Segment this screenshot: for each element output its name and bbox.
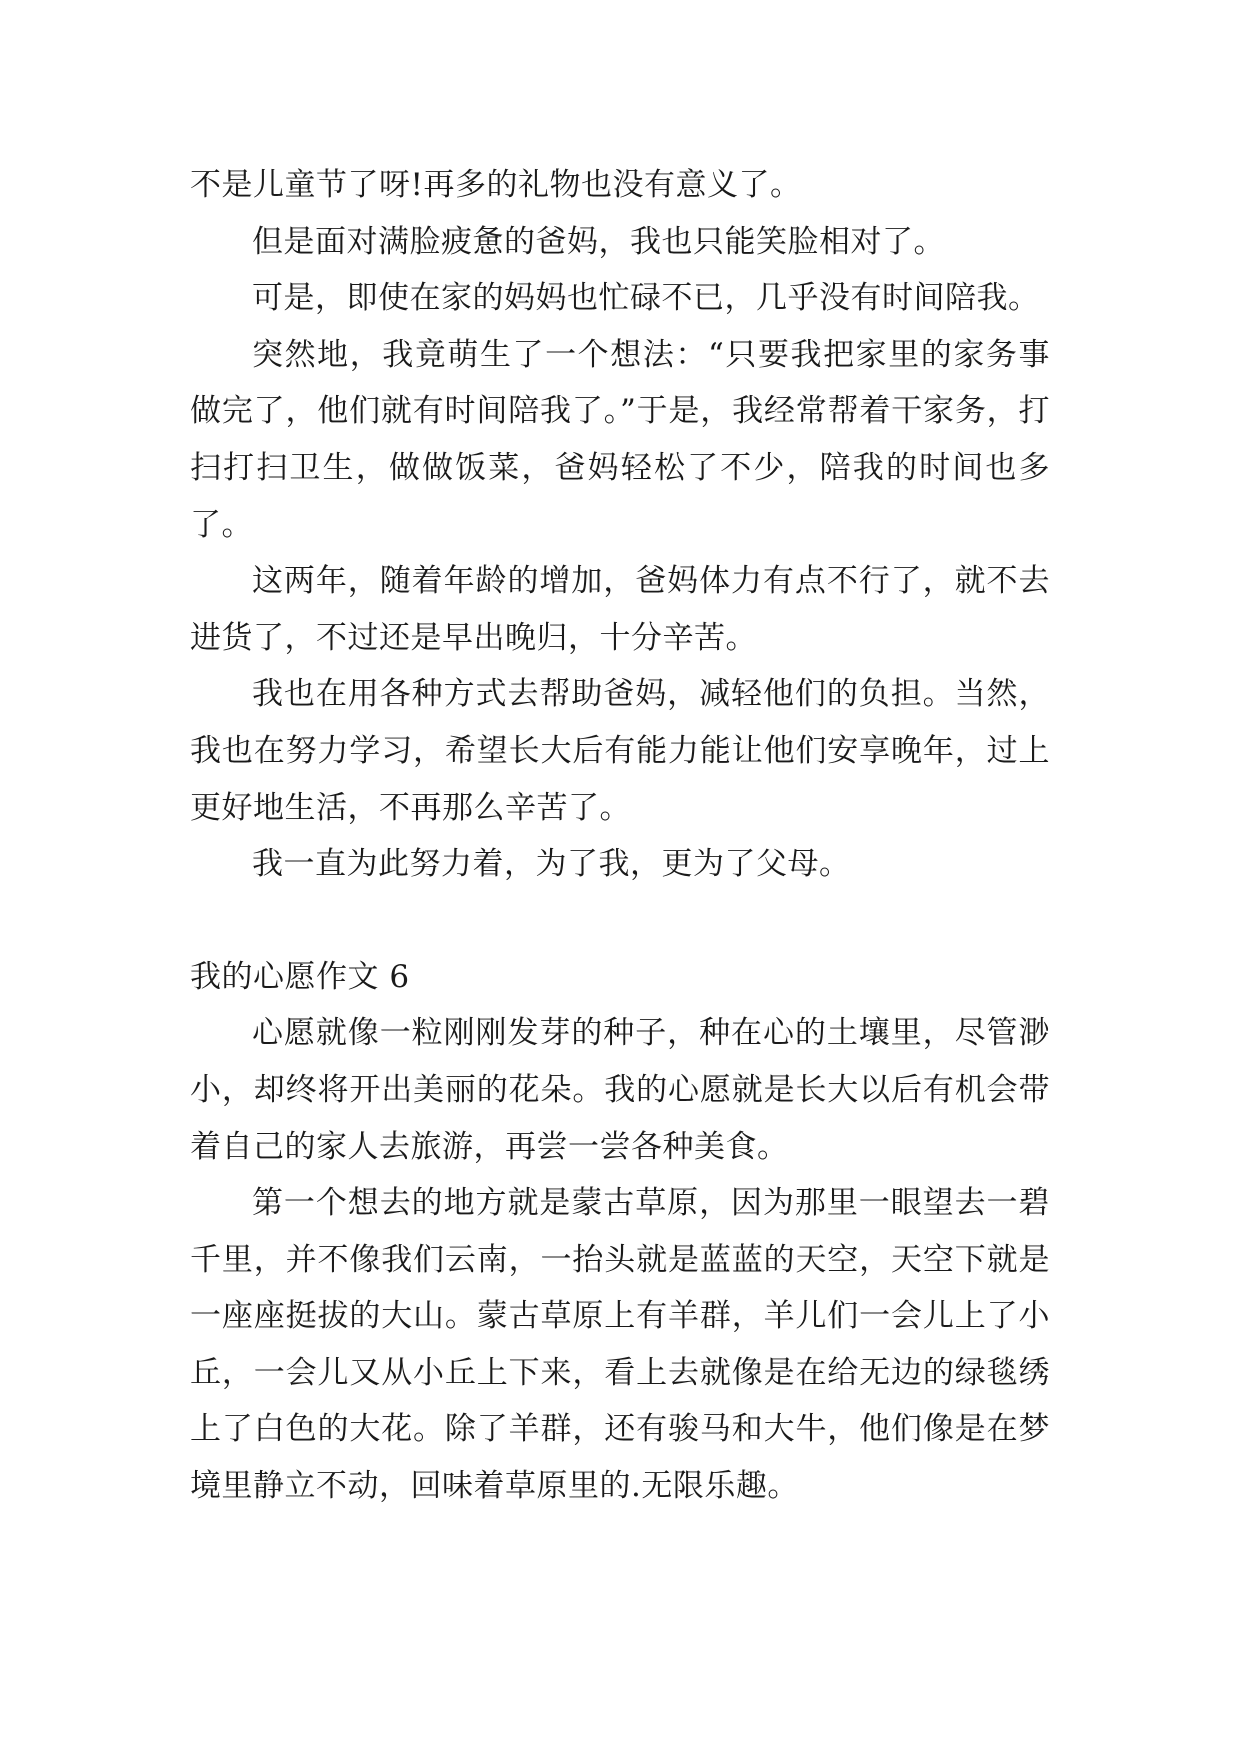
paragraph: 但是面对满脸疲惫的爸妈，我也只能笑脸相对了。 xyxy=(252,223,945,260)
document-body xyxy=(190,157,1050,1515)
paragraph: 可是，即使在家的妈妈也忙碌不已，几乎没有时间陪我。 xyxy=(252,280,1040,317)
paragraph: 不是儿童节了呀!再多的礼物也没有意义了。 xyxy=(190,167,802,203)
paragraph: 突然地，我竟萌生了一个想法：“只要我把家里的家务事做完了，他们就有时间陪我了。”于是，我经常帮着干家务，打扫打扫卫生，做做饭菜，爸妈轻松了不少，陪我的时间也多了。 xyxy=(190,336,1050,543)
paragraph: 这两年，随着年龄的增加，爸妈体力有点不行了，就不去进货了，不过还是早出晚归，十分辛苦。 xyxy=(190,563,1050,656)
paragraph: 我一直为此努力着，为了我，更为了父母。 xyxy=(252,846,851,883)
paragraph: 我也在用各种方式去帮助爸妈，减轻他们的负担。当然，我也在努力学习，希望长大后有能力能让他们安享晚年，过上更好地生活，不再那么辛苦了。 xyxy=(190,676,1050,826)
paragraph: 第一个想去的地方就是蒙古草原，因为那里一眼望去一碧千里，并不像我们云南，一抬头就是蓝蓝的天空，天空下就是一座座挺拔的大山。蒙古草原上有羊群，羊儿们一会儿上了小丘，一会儿又从小丘上下来，看上去就像是在给无边的绿毯绣上了白色的大花。除了羊群，还有骏马和大牛，他们像是在梦境里静立不动，回味着草原里的.无限乐趣。 xyxy=(190,1185,1050,1505)
paragraph: 心愿就像一粒刚刚发芽的种子，种在心的土壤里，尽管渺小，却终将开出美丽的花朵。我的心愿就是长大以后有机会带着自己的家人去旅游，再尝一尝各种美食。 xyxy=(190,1015,1050,1165)
section-title: 我的心愿作文 6 xyxy=(190,958,410,995)
section-spacer xyxy=(190,893,1050,949)
